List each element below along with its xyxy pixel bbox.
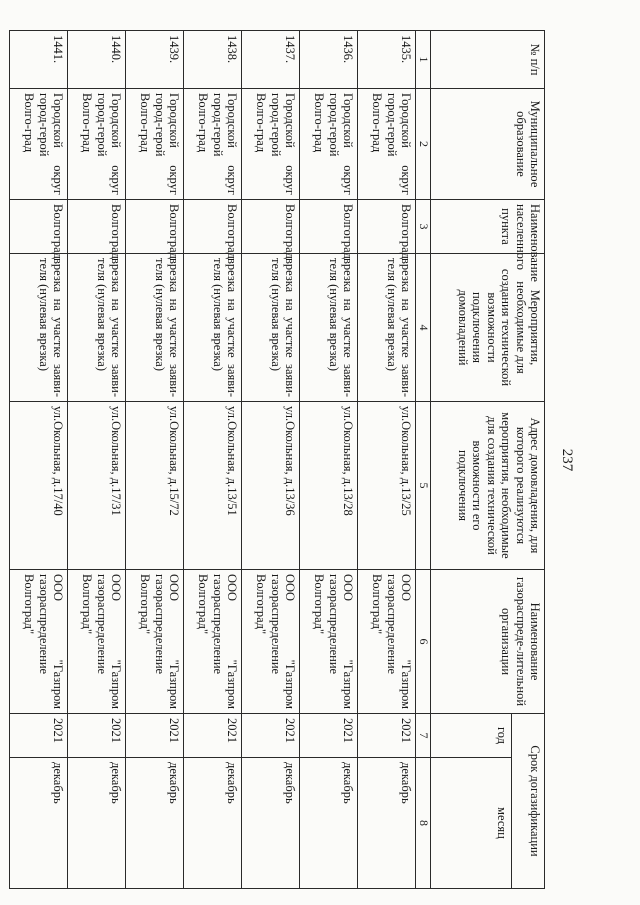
year-cell: 2021: [126, 714, 184, 758]
municipality-cell: Городской округ город-герой Волго-град: [10, 89, 68, 200]
organization-cell: ООО "Газпром газораспределение Волгоград": [10, 570, 68, 714]
municipality-cell: Городской округ город-герой Волго-град: [242, 89, 300, 200]
header-settlement: Наименование населенного пункта: [431, 200, 545, 254]
measures-cell: врезка на участке заяви-теля (нулевая врезка): [358, 254, 416, 402]
row-number: 1441.: [10, 31, 68, 89]
month-cell: декабрь: [68, 758, 126, 889]
header-no: № п/п: [431, 31, 545, 89]
table-row: [68, 31, 126, 889]
address-cell: ул.Окольная, д.13/51: [184, 402, 242, 570]
year-cell: 2021: [300, 714, 358, 758]
organization-cell: ООО "Газпром газораспределение Волгоград": [358, 570, 416, 714]
month-cell: декабрь: [242, 758, 300, 889]
measures-cell: врезка на участке заяви-теля (нулевая врезка): [242, 254, 300, 402]
month-cell: декабрь: [184, 758, 242, 889]
month-cell: декабрь: [300, 758, 358, 889]
settlement-cell: Волгоград: [68, 200, 126, 254]
year-cell: 2021: [358, 714, 416, 758]
header-address: Адрес домовладения, для которого реализуются мероприятия, необходимые для создания технической возможности его подключения: [431, 402, 545, 570]
municipality-cell: Городской округ город-герой Волго-град: [358, 89, 416, 200]
measures-cell: врезка на участке заяви-теля (нулевая врезка): [68, 254, 126, 402]
organization-cell: ООО "Газпром газораспределение Волгоград": [126, 570, 184, 714]
table-body: [10, 31, 416, 889]
table-row: [126, 31, 184, 889]
row-number: 1437.: [242, 31, 300, 89]
table-row: [184, 31, 242, 889]
year-cell: 2021: [10, 714, 68, 758]
row-number: 1439.: [126, 31, 184, 89]
municipality-cell: Городской округ город-герой Волго-град: [126, 89, 184, 200]
column-number: 1: [416, 31, 431, 89]
header-month: месяц: [431, 758, 512, 889]
measures-cell: врезка на участке заяви-теля (нулевая врезка): [300, 254, 358, 402]
row-number: 1436.: [300, 31, 358, 89]
address-cell: ул.Окольная, д.13/28: [300, 402, 358, 570]
table-row: [10, 31, 68, 889]
settlement-cell: Волгоград: [300, 200, 358, 254]
organization-cell: ООО "Газпром газораспределение Волгоград": [242, 570, 300, 714]
municipality-cell: Городской округ город-герой Волго-град: [300, 89, 358, 200]
table-row: [300, 31, 358, 889]
gasification-table: [9, 30, 545, 889]
row-number: 1440.: [68, 31, 126, 89]
organization-cell: ООО "Газпром газораспределение Волгоград": [184, 570, 242, 714]
column-number-row: [416, 31, 431, 889]
header-measures: Мероприятия, необходимые для создания технической возможности подключения домовладений: [431, 254, 545, 402]
settlement-cell: Волгоград: [242, 200, 300, 254]
row-number: 1435.: [358, 31, 416, 89]
row-number: 1438.: [184, 31, 242, 89]
column-number: 8: [416, 758, 431, 889]
header-year: год: [431, 714, 512, 758]
organization-cell: ООО "Газпром газораспределение Волгоград": [300, 570, 358, 714]
measures-cell: врезка на участке заяви-теля (нулевая врезка): [126, 254, 184, 402]
rotated-document-page: [23, 30, 597, 890]
column-number: 7: [416, 714, 431, 758]
month-cell: декабрь: [10, 758, 68, 889]
month-cell: декабрь: [358, 758, 416, 889]
month-cell: декабрь: [126, 758, 184, 889]
year-cell: 2021: [68, 714, 126, 758]
settlement-cell: Волгоград: [10, 200, 68, 254]
header-deadline: Срок догазификации: [512, 714, 545, 889]
municipality-cell: Городской округ город-герой Волго-град: [68, 89, 126, 200]
table-header: [416, 31, 545, 889]
table-row: [358, 31, 416, 889]
measures-cell: врезка на участке заяви-теля (нулевая врезка): [10, 254, 68, 402]
settlement-cell: Волгоград: [126, 200, 184, 254]
year-cell: 2021: [184, 714, 242, 758]
organization-cell: ООО "Газпром газораспределение Волгоград": [68, 570, 126, 714]
header-organization: Наименование газораспреде-лительной организации: [431, 570, 545, 714]
column-number: 6: [416, 570, 431, 714]
column-number: 3: [416, 200, 431, 254]
header-municipality: Муниципальное образование: [431, 89, 545, 200]
address-cell: ул.Окольная, д.13/36: [242, 402, 300, 570]
page-number: 237: [559, 448, 575, 472]
address-cell: ул.Окольная, д.17/40: [10, 402, 68, 570]
table-row: [242, 31, 300, 889]
settlement-cell: Волгоград: [358, 200, 416, 254]
address-cell: ул.Окольная, д.13/25: [358, 402, 416, 570]
address-cell: ул.Окольная, д.17/31: [68, 402, 126, 570]
measures-cell: врезка на участке заяви-теля (нулевая врезка): [184, 254, 242, 402]
address-cell: ул.Окольная, д.15/72: [126, 402, 184, 570]
column-number: 4: [416, 254, 431, 402]
settlement-cell: Волгоград: [184, 200, 242, 254]
column-number: 2: [416, 89, 431, 200]
municipality-cell: Городской округ город-герой Волго-град: [184, 89, 242, 200]
column-number: 5: [416, 402, 431, 570]
year-cell: 2021: [242, 714, 300, 758]
